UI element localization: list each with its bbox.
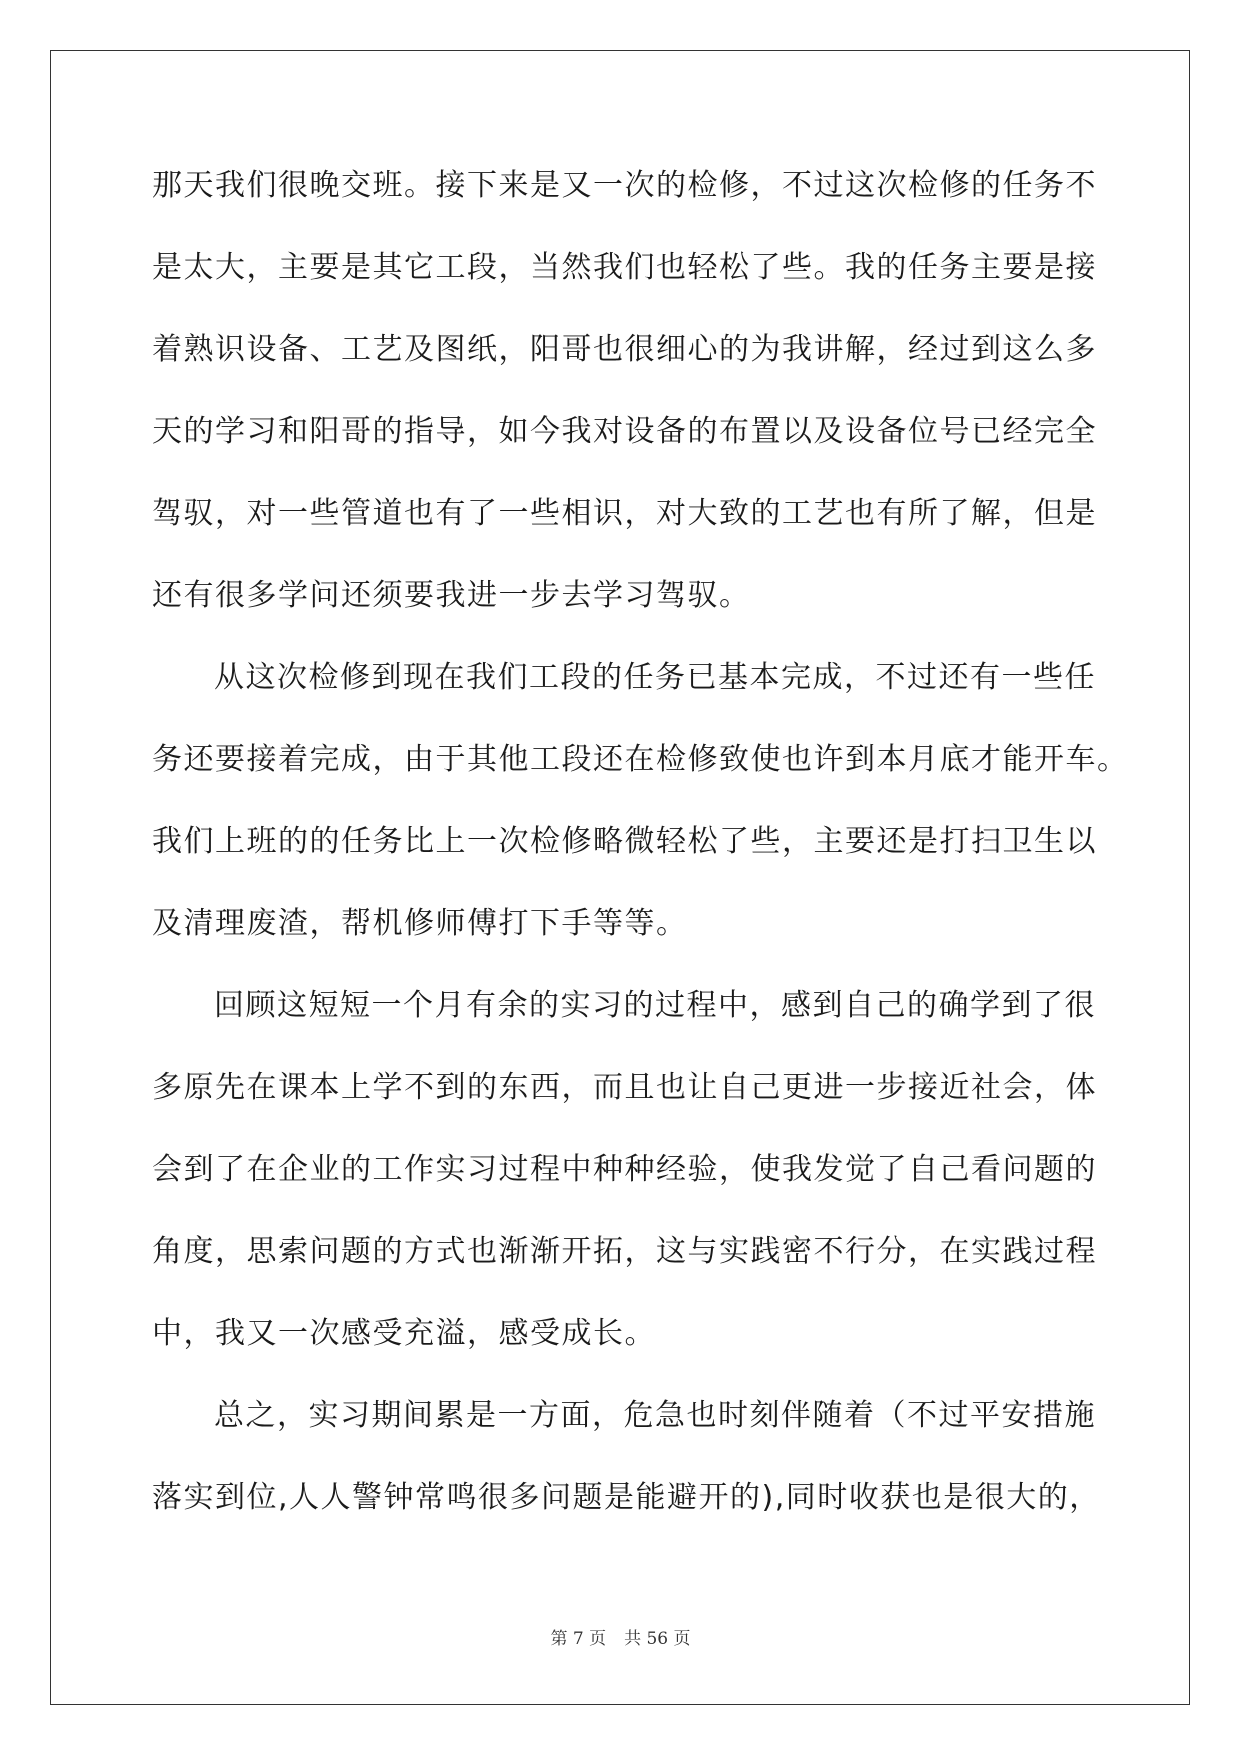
page-total: 共 56 页: [624, 1629, 691, 1649]
page-footer: [0, 1624, 1241, 1649]
text-line: 落实到位,人人警钟常鸣很多问题是能避开的),同时收获也是很大的，: [152, 1480, 1101, 1515]
text-line: 天的学习和阳哥的指导，如今我对设备的布置以及设备位号已经完全: [152, 414, 1097, 449]
text-line: 中，我又一次感受充溢，感受成长。: [152, 1316, 656, 1351]
text-line: 我们上班的的任务比上一次检修略微轻松了些，主要还是打扫卫生以: [152, 824, 1097, 859]
text-line: 务还要接着完成，由于其他工段还在检修致使也许到本月底才能开车。: [152, 742, 1129, 777]
paragraph-first-line: 从这次检修到现在我们工段的任务已基本完成，不过还有一些任: [214, 660, 1096, 695]
paragraph-first-line: 回顾这短短一个月有余的实习的过程中，感到自己的确学到了很: [214, 988, 1096, 1023]
text-line: 会到了在企业的工作实习过程中种种经验，使我发觉了自己看问题的: [152, 1152, 1097, 1187]
text-line: 着熟识设备、工艺及图纸，阳哥也很细心的为我讲解，经过到这么多: [152, 332, 1097, 367]
document-body: [152, 158, 1129, 1552]
text-line: 驾驭，对一些管道也有了一些相识，对大致的工艺也有所了解，但是: [152, 496, 1097, 531]
text-line: 角度，思索问题的方式也渐渐开拓，这与实践密不行分，在实践过程: [152, 1234, 1097, 1269]
paragraph-first-line: 总之，实习期间累是一方面，危急也时刻伴随着（不过平安措施: [214, 1398, 1096, 1433]
text-line: 还有很多学问还须要我进一步去学习驾驭。: [152, 578, 751, 613]
text-line: 那天我们很晚交班。接下来是又一次的检修，不过这次检修的任务不: [152, 168, 1097, 203]
text-line: 及清理废渣，帮机修师傅打下手等等。: [152, 906, 688, 941]
page-number: 第 7 页: [550, 1629, 607, 1649]
text-line: 是太大，主要是其它工段，当然我们也轻松了些。我的任务主要是接: [152, 250, 1097, 285]
text-line: 多原先在课本上学不到的东西，而且也让自己更进一步接近社会，体: [152, 1070, 1097, 1105]
